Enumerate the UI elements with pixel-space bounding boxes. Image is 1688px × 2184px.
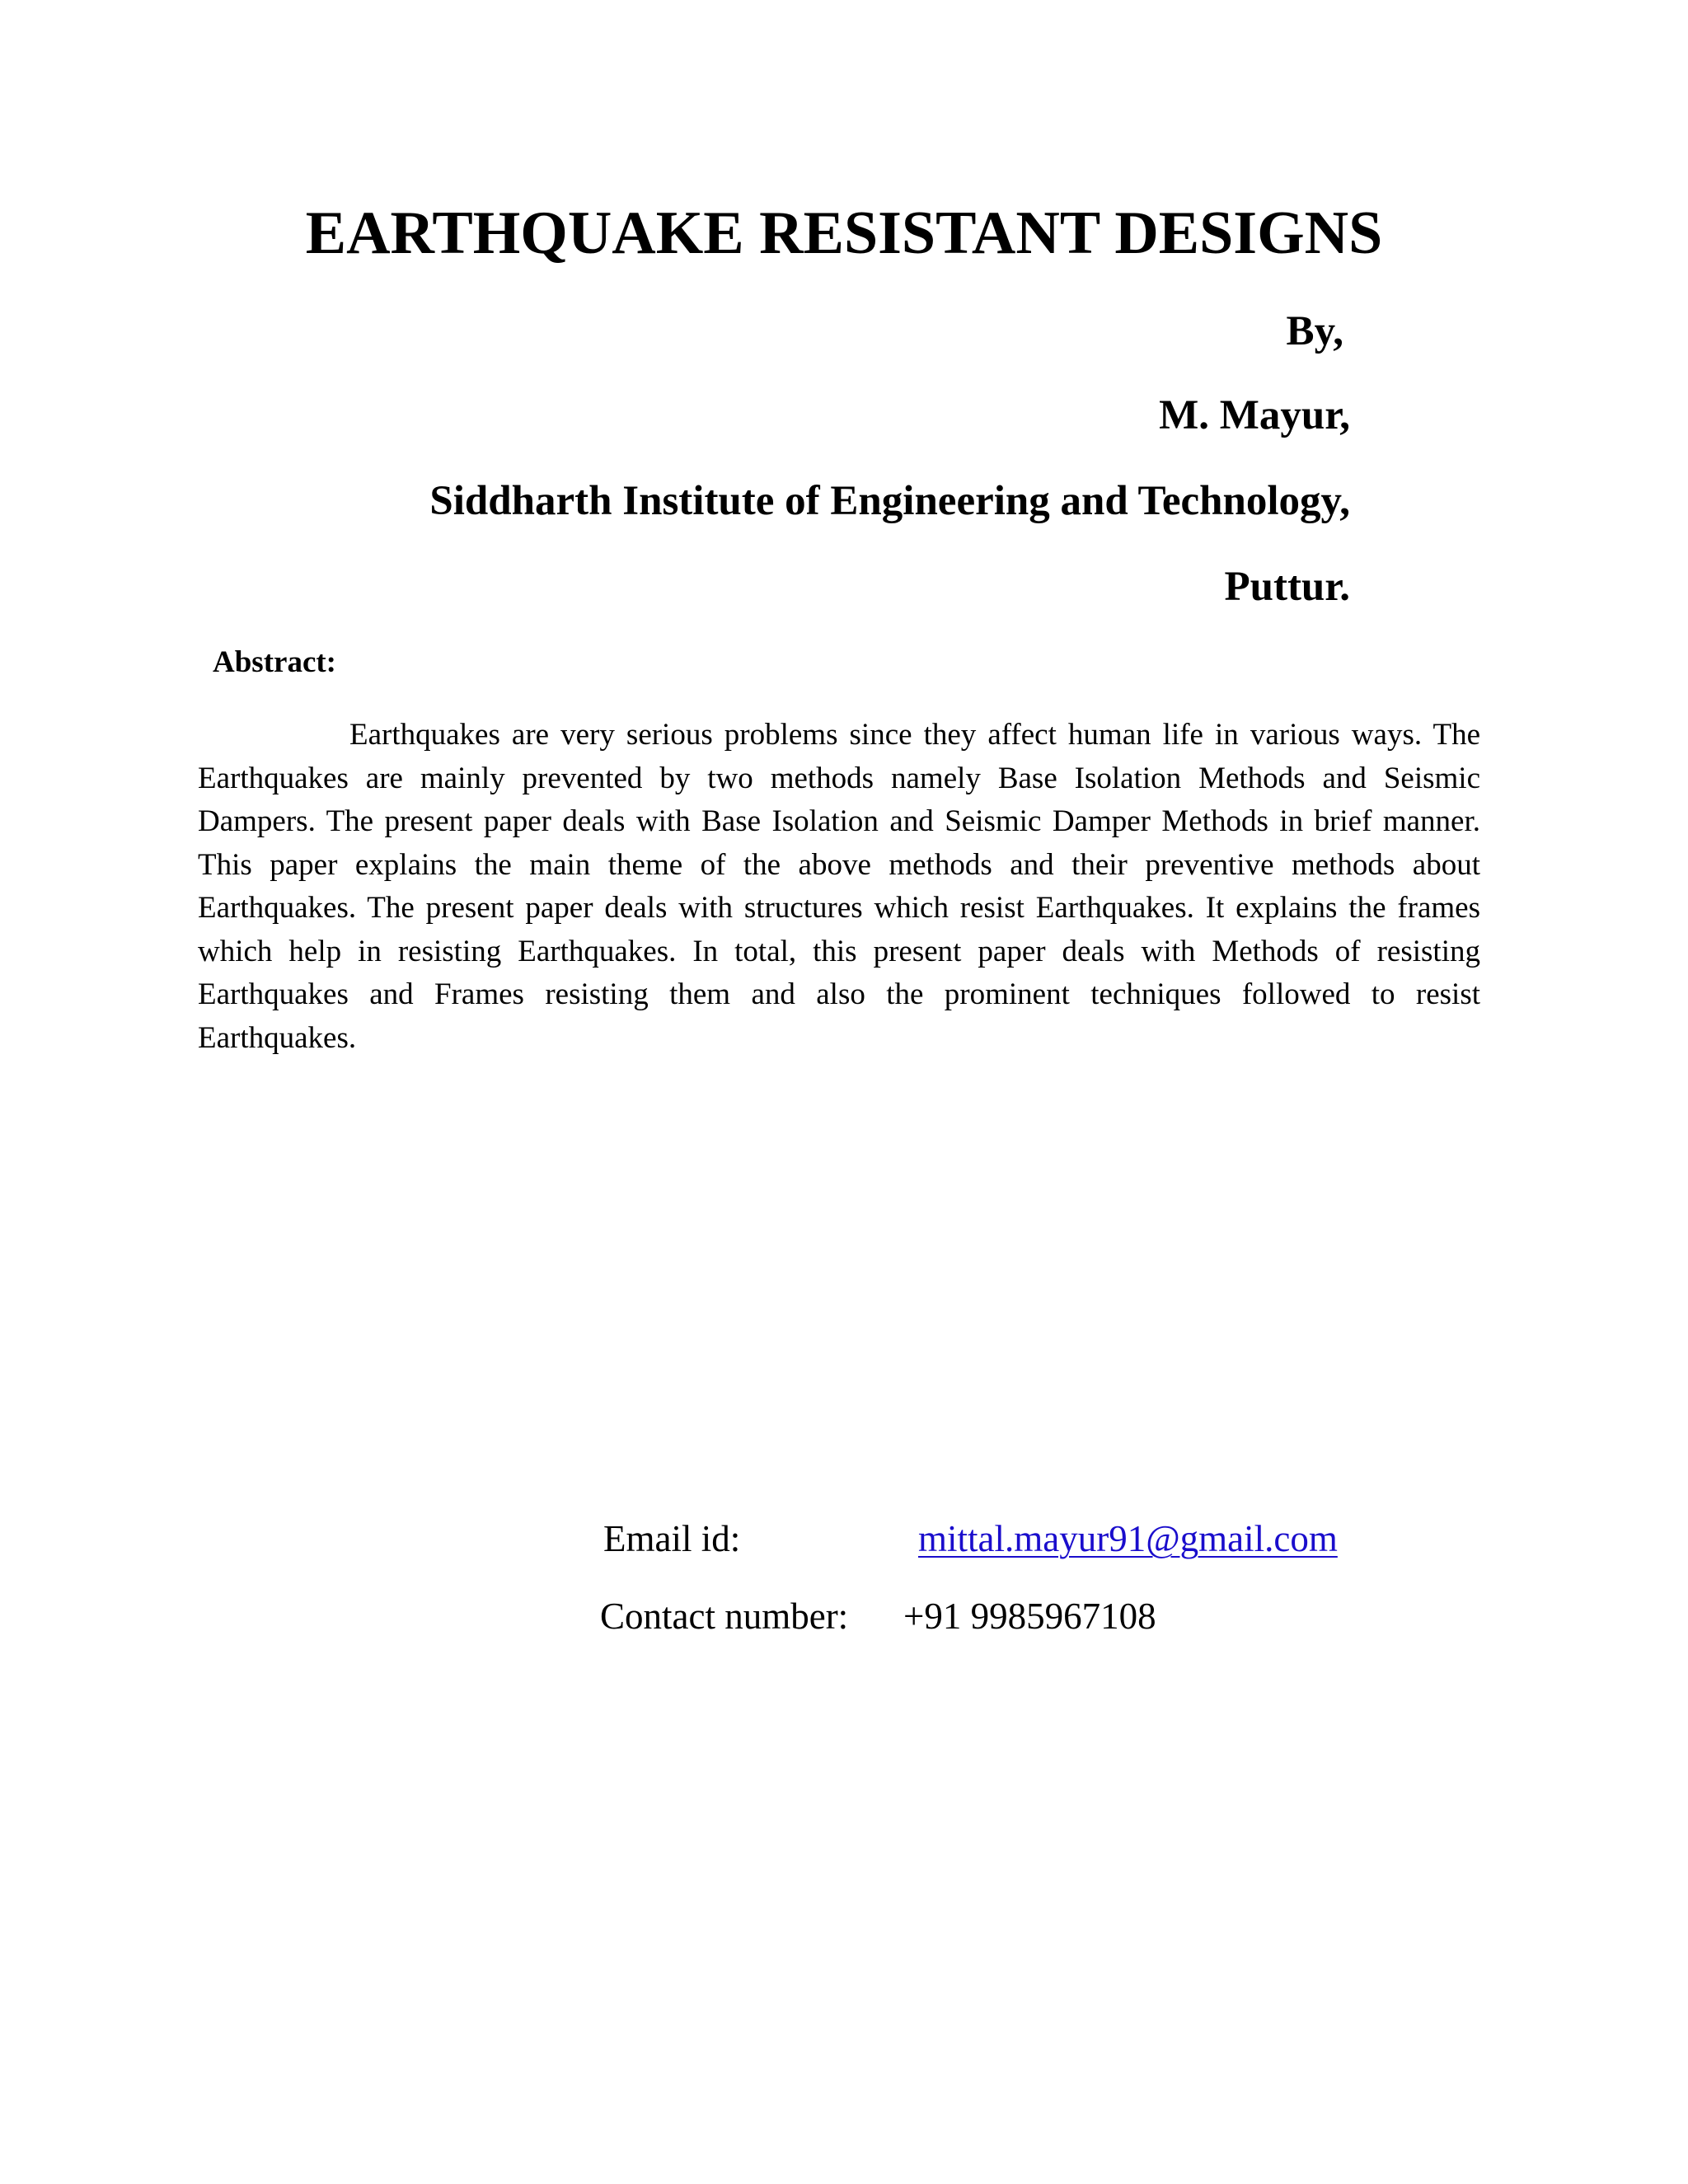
abstract-body: Earthquakes are very serious problems since they affect human life in various ways. The Earthquakes are mainly prevented by two methods namely Base Isolation Methods and Seismic Dampers. The present paper deals with Base Isolation and Seismic Damper Methods in brief manner. This paper explains the main theme of the above methods and their preventive methods about Earthquakes. The present paper deals with structures which resist Earthquakes. It explains the frames which help in resisting Earthquakes. In total, this present paper deals with Methods of resisting Earthquakes and Frames resisting them and also the prominent techniques followed to resist Earthquakes. — [198, 718, 1480, 1055]
author-institute: Siddharth Institute of Engineering and Technology, — [429, 478, 1350, 524]
author-name: M. Mayur, — [1159, 392, 1350, 438]
contact-number-value: +91 9985967108 — [903, 1596, 1156, 1637]
abstract-heading: Abstract: — [213, 645, 337, 679]
author-city: Puttur. — [1224, 564, 1350, 610]
email-link[interactable]: mittal.mayur91@gmail.com — [918, 1518, 1338, 1559]
contact-number-label: Contact number: — [600, 1596, 849, 1637]
paper-title: EARTHQUAKE RESISTANT DESIGNS — [305, 199, 1383, 267]
byline-by: By, — [1286, 308, 1343, 354]
email-label: Email id: — [603, 1518, 741, 1559]
